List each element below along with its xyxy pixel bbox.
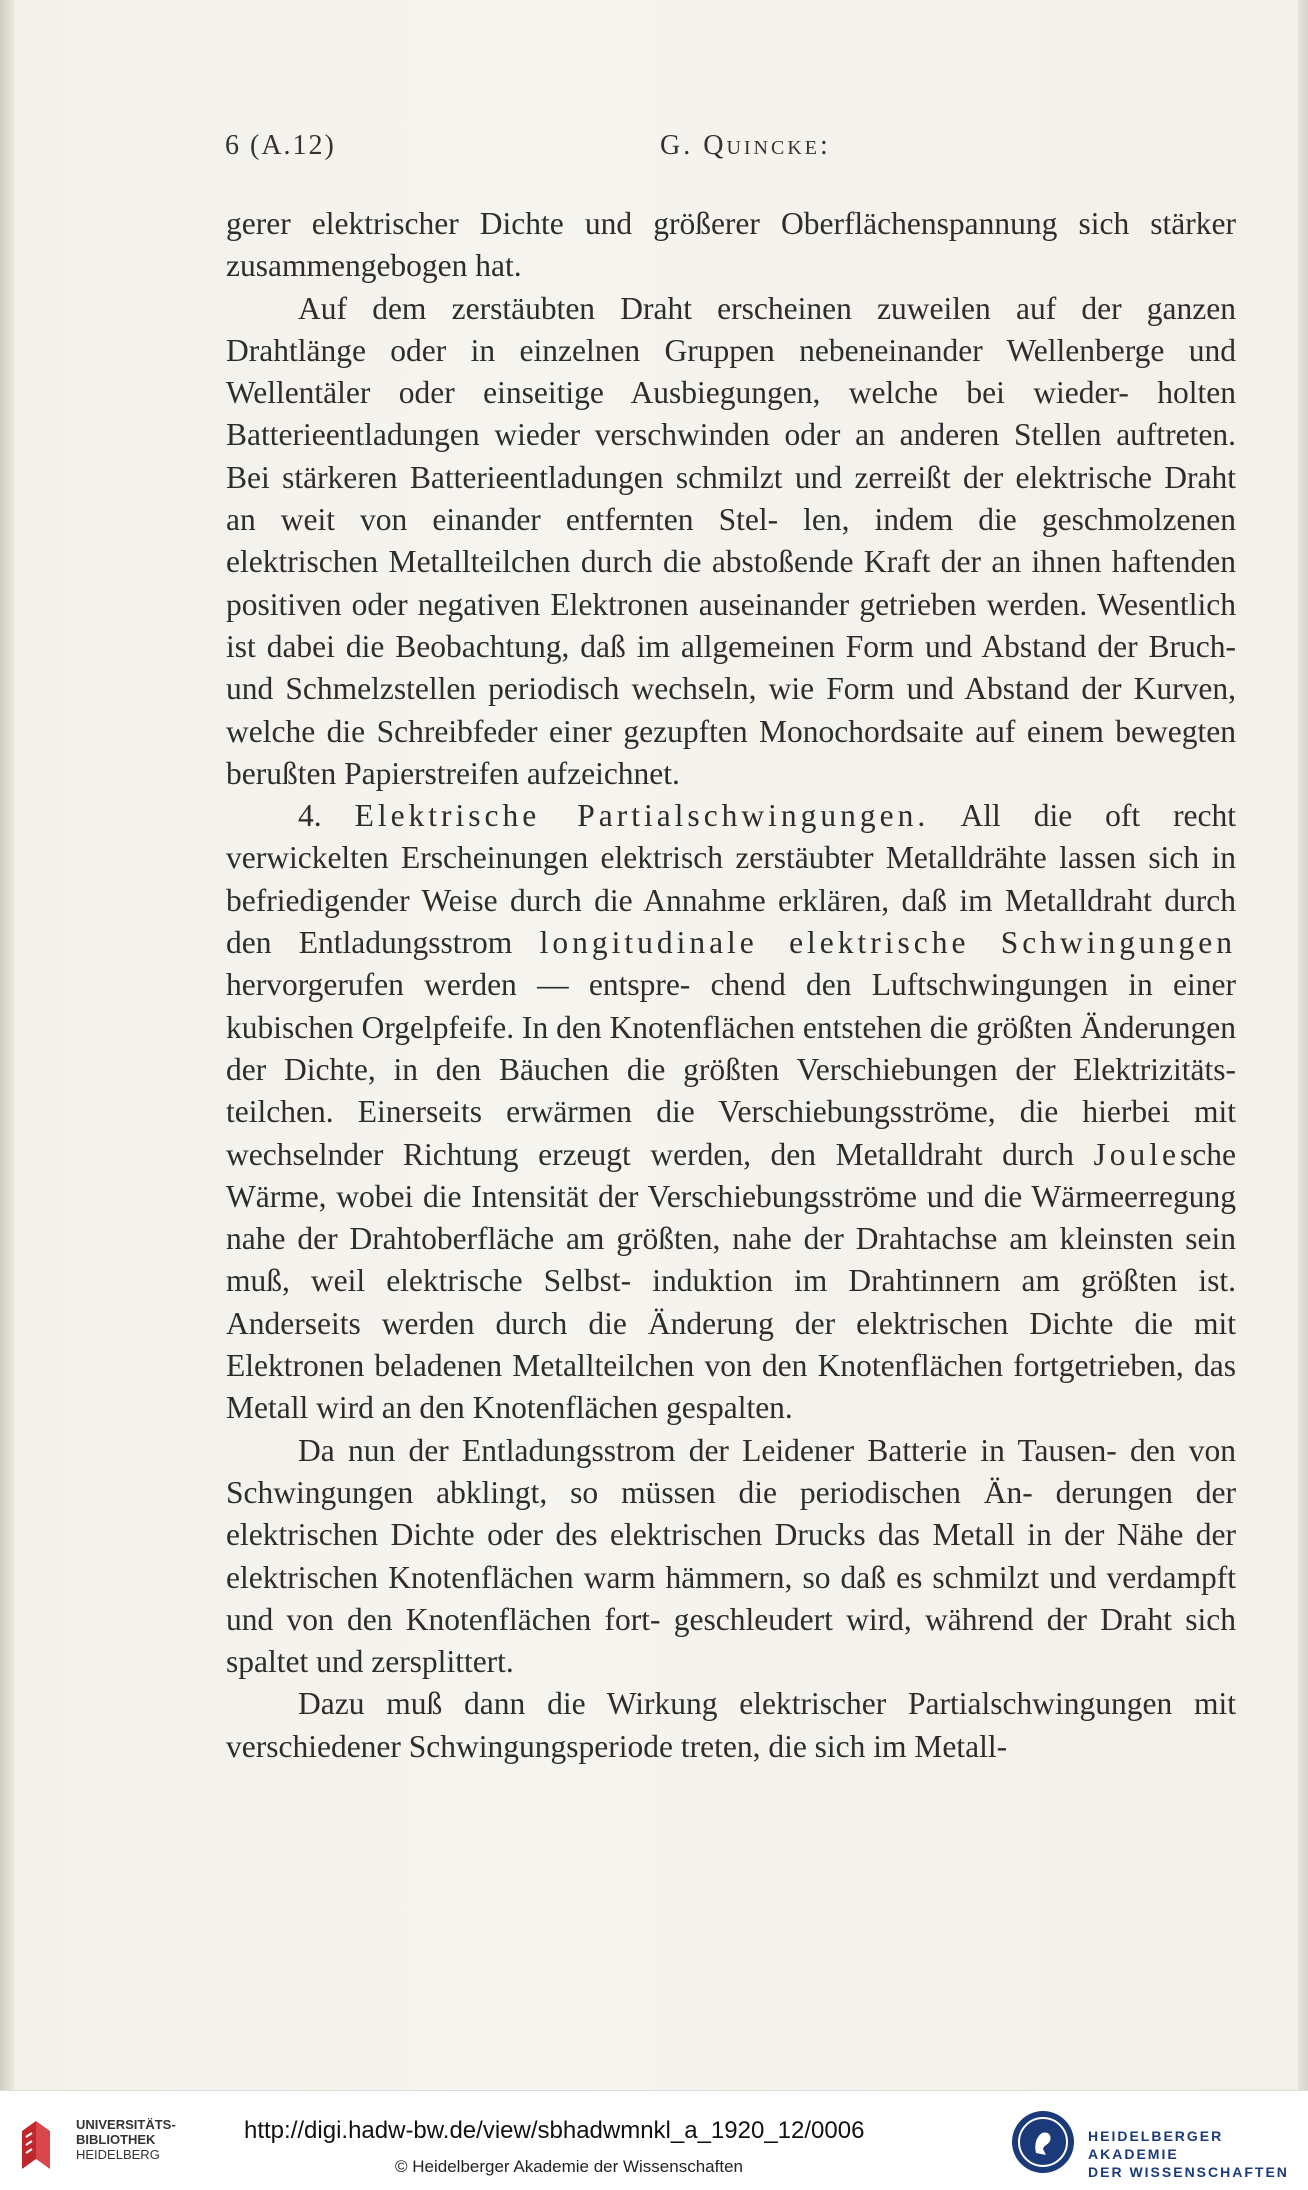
library-line-2: BIBLIOTHEK bbox=[76, 2132, 156, 2147]
paragraph-3 bbox=[226, 795, 1236, 1429]
university-library-logo-icon bbox=[16, 2115, 56, 2175]
paragraph-3-part-b: hervorgerufen werden — entspre- chend den Luftschwingungen in einer kubischen Orgelpfeife. In den Knotenflächen entstehen die größten Änderungen der Dichte, in den Bäuchen die größten Verschiebungen der Elektrizitäts- teilchen. Einerseits erwärmen die Verschiebungsströme, die hierbei mit wechselnder Richtung erzeugt werden, den Metalldraht durch bbox=[226, 967, 1236, 1172]
paragraph-5: Dazu muß dann die Wirkung elektrischer Partialschwingungen mit verschiedener Schwingungsperiode treten, die sich im Metall- bbox=[226, 1686, 1236, 1764]
emphasized-term: longitudinale elektrische Schwingungen bbox=[539, 925, 1237, 961]
running-author: G. Quincke: bbox=[660, 130, 831, 161]
university-library-name bbox=[76, 2117, 176, 2162]
library-line-3: HEIDELBERG bbox=[76, 2147, 160, 2162]
paragraph-2: Auf dem zerstäubten Draht erscheinen zuweilen auf der ganzen Drahtlänge oder in einzelnen Gruppen nebeneinander Wellenberge und Wellentäler oder einseitige Ausbiegungen, welche bei wieder- holten Batterieentladungen wieder verschwinden oder an anderen Stellen auftreten. Bei stärkeren Batterieentladungen schmilzt und zerreißt der elektrische Draht an weit von einander entfernten Stel- len, indem die geschmolzenen elektrischen Metallteilchen durch die abstoßende Kraft der an ihnen haftenden positiven oder negativen Elektronen auseinander getrieben werden. Wesentlich ist dabei die Beobachtung, daß im allgemeinen Form und Abstand der Bruch- und Schmelzstellen periodisch wechseln, wie Form und Abstand der Kurven, welche die Schreibfeder einer gezupften Monochordsaite auf einem bewegten berußten Papierstreifen aufzeichnet. bbox=[226, 290, 1236, 791]
digitization-footer bbox=[0, 2090, 1308, 2190]
paragraph-1: gerer elektrischer Dichte und größerer Oberflächenspannung sich stärker zusammengebogen hat. bbox=[226, 206, 1236, 284]
academy-line-1: HEIDELBERGER AKADEMIE bbox=[1088, 2128, 1224, 2162]
page-spine-shadow bbox=[0, 0, 14, 2189]
academy-seal-icon bbox=[1010, 2109, 1076, 2175]
page-reference: 6 (A.12) bbox=[225, 130, 336, 161]
permalink-url[interactable]: http://digi.hadw-bw.de/view/sbhadwmnkl_a_1920_12/0006 bbox=[244, 2117, 865, 2144]
section-heading: Elektrische Partialschwingungen. bbox=[354, 798, 930, 834]
paragraph-3-part-c: sche Wärme, wobei die Intensität der Verschiebungsströme und die Wärmeerregung nahe der Drahtoberfläche am größten, nahe der Drahtachse am kleinsten sein muß, weil elektrische Selbst- induktion im Drahtinnern am größten ist. Anderseits werden durch die Änderung der elektrischen Dichte die mit Elektronen beladenen Metallteilchen von den Knotenflächen fortgetrieben, das Metall wird an den Knotenflächen gespalten. bbox=[226, 1136, 1236, 1426]
academy-line-2: DER WISSENSCHAFTEN bbox=[1088, 2164, 1289, 2180]
body-text bbox=[226, 203, 1236, 1768]
section-number: 4. bbox=[298, 798, 322, 834]
paragraph-4: Da nun der Entladungsstrom der Leidener Batterie in Tausen- den von Schwingungen abklingt, so müssen die periodischen Än- derungen der elektrischen Dichte oder des elektrischen Drucks das Metall in der Nähe der elektrischen Knotenflächen warm hämmern, so daß es schmilzt und verdampft und von den Knotenflächen fort- geschleudert wird, während der Draht sich spaltet und zersplittert. bbox=[226, 1432, 1236, 1680]
copyright-notice: © Heidelberger Akademie der Wissenschaften bbox=[395, 2157, 743, 2176]
paragraph-3-part-a: All die oft recht verwickelten Erscheinungen elektrisch zerstäubter Metalldrähte lassen sich in befriedigender Weise durch die Annahme erklären, daß im Metalldraht durch den Entladungsstrom bbox=[226, 798, 1237, 961]
name-joule: Joule bbox=[1093, 1136, 1181, 1172]
academy-name bbox=[1088, 2127, 1308, 2181]
running-header bbox=[225, 130, 1235, 170]
library-line-1: UNIVERSITÄTS- bbox=[76, 2117, 176, 2132]
page-edge-shadow bbox=[1298, 0, 1308, 2189]
